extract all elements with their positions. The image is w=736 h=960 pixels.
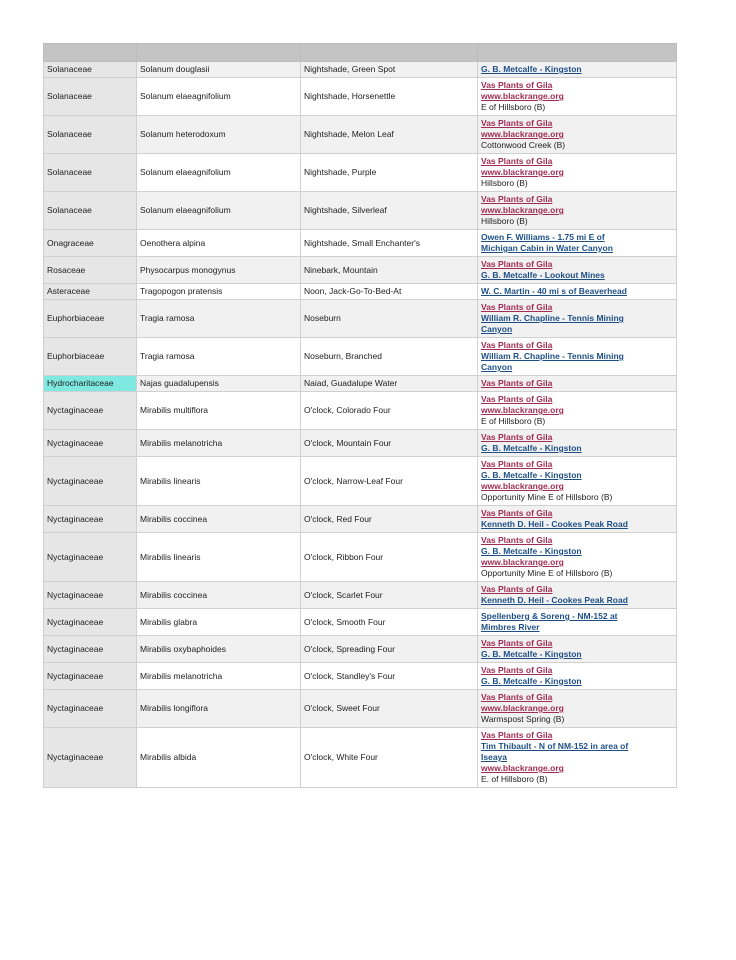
table-row: [44, 192, 677, 230]
source-link[interactable]: Vas Plants of Gila: [481, 730, 553, 740]
sources-cell: [478, 154, 677, 192]
common-name-cell: O'clock, Mountain Four: [301, 430, 478, 457]
common-name-cell: O'clock, Red Four: [301, 506, 478, 533]
table-row: [44, 636, 677, 663]
common-name-cell: Nightshade, Silverleaf: [301, 192, 478, 230]
family-cell: Onagraceae: [44, 230, 137, 257]
location-note: E of Hillsboro (B): [481, 102, 546, 112]
common-name-cell: O'clock, Smooth Four: [301, 609, 478, 636]
location-note: E. of Hillsboro (B): [481, 774, 548, 784]
sources-cell: [478, 533, 677, 582]
family-cell: Nyctaginaceae: [44, 609, 137, 636]
table-row: [44, 78, 677, 116]
source-link[interactable]: Owen F. Williams - 1.75 mi E of: [481, 232, 605, 242]
source-link[interactable]: Vas Plants of Gila: [481, 459, 553, 469]
sources-cell: [478, 728, 677, 788]
scientific-name-cell: Solanum elaeagnifolium: [137, 192, 301, 230]
location-note: Opportunity Mine E of Hillsboro (B): [481, 492, 613, 502]
sources-cell: [478, 376, 677, 392]
family-cell: Nyctaginaceae: [44, 533, 137, 582]
source-link[interactable]: Vas Plants of Gila: [481, 665, 553, 675]
source-link[interactable]: Vas Plants of Gila: [481, 535, 553, 545]
scientific-name-cell: Mirabilis albida: [137, 728, 301, 788]
common-name-cell: Nightshade, Small Enchanter's: [301, 230, 478, 257]
source-link[interactable]: G. B. Metcalfe - Kingston: [481, 546, 582, 556]
family-cell: Solanaceae: [44, 116, 137, 154]
source-link[interactable]: Spellenberg & Soreng - NM-152 at: [481, 611, 618, 621]
family-cell: Hydrocharitaceae: [44, 376, 137, 392]
source-link[interactable]: www.blackrange.org: [481, 763, 564, 773]
location-note: Hillsboro (B): [481, 178, 528, 188]
table-row: [44, 257, 677, 284]
common-name-cell: Naiad, Guadalupe Water: [301, 376, 478, 392]
source-link[interactable]: Vas Plants of Gila: [481, 118, 553, 128]
family-cell: Solanaceae: [44, 62, 137, 78]
sources-cell: [478, 78, 677, 116]
sources-cell: [478, 257, 677, 284]
source-link[interactable]: Vas Plants of Gila: [481, 378, 553, 388]
table-row: [44, 338, 677, 376]
common-name-cell: O'clock, Colorado Four: [301, 392, 478, 430]
location-note: Warmspost Spring (B): [481, 714, 565, 724]
sources-cell: [478, 690, 677, 728]
scientific-name-cell: Mirabilis longiflora: [137, 690, 301, 728]
table-row: [44, 300, 677, 338]
source-link[interactable]: Vas Plants of Gila: [481, 302, 553, 312]
plant-table: [43, 43, 677, 788]
table-row: [44, 392, 677, 430]
source-link[interactable]: www.blackrange.org: [481, 405, 564, 415]
sources-cell: [478, 430, 677, 457]
scientific-name-cell: Mirabilis multiflora: [137, 392, 301, 430]
common-name-cell: Noseburn: [301, 300, 478, 338]
sources-cell: [478, 506, 677, 533]
sources-cell: [478, 636, 677, 663]
source-link[interactable]: William R. Chapline - Tennis Mining: [481, 351, 624, 361]
header-cell: [137, 44, 301, 62]
scientific-name-cell: Tragopogon pratensis: [137, 284, 301, 300]
source-link[interactable]: G. B. Metcalfe - Lookout Mines: [481, 270, 605, 280]
scientific-name-cell: Mirabilis coccinea: [137, 506, 301, 533]
scientific-name-cell: Mirabilis melanotricha: [137, 663, 301, 690]
header-cell: [44, 44, 137, 62]
sources-cell: [478, 609, 677, 636]
source-link[interactable]: G. B. Metcalfe - Kingston: [481, 676, 582, 686]
common-name-cell: O'clock, White Four: [301, 728, 478, 788]
common-name-cell: Noon, Jack-Go-To-Bed-At: [301, 284, 478, 300]
scientific-name-cell: Oenothera alpina: [137, 230, 301, 257]
source-link[interactable]: G. B. Metcalfe - Kingston: [481, 64, 582, 74]
scientific-name-cell: Solanum elaeagnifolium: [137, 78, 301, 116]
family-cell: Solanaceae: [44, 192, 137, 230]
family-cell: Nyctaginaceae: [44, 728, 137, 788]
family-cell: Euphorbiaceae: [44, 338, 137, 376]
table-row: [44, 457, 677, 506]
scientific-name-cell: Mirabilis linearis: [137, 533, 301, 582]
family-cell: Euphorbiaceae: [44, 300, 137, 338]
scientific-name-cell: Mirabilis oxybaphoides: [137, 636, 301, 663]
source-link[interactable]: www.blackrange.org: [481, 703, 564, 713]
source-link[interactable]: G. B. Metcalfe - Kingston: [481, 649, 582, 659]
source-link[interactable]: Vas Plants of Gila: [481, 432, 553, 442]
source-link[interactable]: Vas Plants of Gila: [481, 638, 553, 648]
family-cell: Nyctaginaceae: [44, 430, 137, 457]
family-cell: Nyctaginaceae: [44, 636, 137, 663]
plant-table-container: [43, 43, 676, 788]
source-link[interactable]: www.blackrange.org: [481, 129, 564, 139]
table-row: [44, 154, 677, 192]
family-cell: Solanaceae: [44, 78, 137, 116]
table-row: [44, 506, 677, 533]
table-row: [44, 728, 677, 788]
family-cell: Asteraceae: [44, 284, 137, 300]
scientific-name-cell: Solanum douglasii: [137, 62, 301, 78]
source-link[interactable]: Vas Plants of Gila: [481, 194, 553, 204]
source-link[interactable]: W. C. Martin - 40 mi s of Beaverhead: [481, 286, 627, 296]
sources-cell: [478, 192, 677, 230]
table-row: [44, 430, 677, 457]
source-link[interactable]: www.blackrange.org: [481, 557, 564, 567]
source-link[interactable]: Vas Plants of Gila: [481, 156, 553, 166]
common-name-cell: O'clock, Spreading Four: [301, 636, 478, 663]
common-name-cell: Nightshade, Green Spot: [301, 62, 478, 78]
table-row: [44, 609, 677, 636]
family-cell: Nyctaginaceae: [44, 663, 137, 690]
family-cell: Nyctaginaceae: [44, 582, 137, 609]
scientific-name-cell: Mirabilis glabra: [137, 609, 301, 636]
scientific-name-cell: Physocarpus monogynus: [137, 257, 301, 284]
location-note: Cottonwood Creek (B): [481, 140, 566, 150]
sources-cell: [478, 62, 677, 78]
table-row: [44, 663, 677, 690]
source-link[interactable]: Tim Thibault - N of NM-152 in area of: [481, 741, 629, 751]
source-link[interactable]: Mimbres River: [481, 622, 540, 632]
scientific-name-cell: Tragia ramosa: [137, 338, 301, 376]
family-cell: Nyctaginaceae: [44, 690, 137, 728]
source-link[interactable]: Canyon: [481, 324, 513, 334]
location-note: Hillsboro (B): [481, 216, 528, 226]
source-link[interactable]: Kenneth D. Heil - Cookes Peak Road: [481, 595, 628, 605]
table-row: [44, 62, 677, 78]
header-cell: [478, 44, 677, 62]
scientific-name-cell: Mirabilis linearis: [137, 457, 301, 506]
common-name-cell: O'clock, Ribbon Four: [301, 533, 478, 582]
sources-cell: [478, 457, 677, 506]
source-link[interactable]: Vas Plants of Gila: [481, 394, 553, 404]
table-header-row: [44, 44, 677, 62]
common-name-cell: O'clock, Standley's Four: [301, 663, 478, 690]
source-link[interactable]: www.blackrange.org: [481, 481, 564, 491]
source-link[interactable]: Canyon: [481, 362, 513, 372]
source-link[interactable]: Vas Plants of Gila: [481, 80, 553, 90]
location-note: Opportunity Mine E of Hillsboro (B): [481, 568, 613, 578]
family-cell: Nyctaginaceae: [44, 457, 137, 506]
table-row: [44, 230, 677, 257]
scientific-name-cell: Tragia ramosa: [137, 300, 301, 338]
scientific-name-cell: Najas guadalupensis: [137, 376, 301, 392]
source-link[interactable]: www.blackrange.org: [481, 205, 564, 215]
table-row: [44, 582, 677, 609]
source-link[interactable]: Vas Plants of Gila: [481, 692, 553, 702]
table-row: [44, 376, 677, 392]
source-link[interactable]: Michigan Cabin in Water Canyon: [481, 243, 613, 253]
source-link[interactable]: www.blackrange.org: [481, 91, 564, 101]
source-link[interactable]: www.blackrange.org: [481, 167, 564, 177]
sources-cell: [478, 392, 677, 430]
source-link[interactable]: Vas Plants of Gila: [481, 259, 553, 269]
common-name-cell: O'clock, Narrow-Leaf Four: [301, 457, 478, 506]
scientific-name-cell: Solanum elaeagnifolium: [137, 154, 301, 192]
common-name-cell: O'clock, Scarlet Four: [301, 582, 478, 609]
sources-cell: [478, 338, 677, 376]
table-row: [44, 116, 677, 154]
table-row: [44, 533, 677, 582]
source-link[interactable]: Vas Plants of Gila: [481, 340, 553, 350]
header-cell: [301, 44, 478, 62]
sources-cell: [478, 663, 677, 690]
sources-cell: [478, 300, 677, 338]
family-cell: Rosaceae: [44, 257, 137, 284]
scientific-name-cell: Mirabilis melanotricha: [137, 430, 301, 457]
source-link[interactable]: Vas Plants of Gila: [481, 508, 553, 518]
sources-cell: [478, 582, 677, 609]
source-link[interactable]: William R. Chapline - Tennis Mining: [481, 313, 624, 323]
source-link[interactable]: Kenneth D. Heil - Cookes Peak Road: [481, 519, 628, 529]
common-name-cell: Nightshade, Melon Leaf: [301, 116, 478, 154]
table-row: [44, 690, 677, 728]
common-name-cell: Ninebark, Mountain: [301, 257, 478, 284]
common-name-cell: Noseburn, Branched: [301, 338, 478, 376]
sources-cell: [478, 230, 677, 257]
source-link[interactable]: G. B. Metcalfe - Kingston: [481, 443, 582, 453]
source-link[interactable]: Iseaya: [481, 752, 507, 762]
scientific-name-cell: Solanum heterodoxum: [137, 116, 301, 154]
common-name-cell: O'clock, Sweet Four: [301, 690, 478, 728]
source-link[interactable]: Vas Plants of Gila: [481, 584, 553, 594]
sources-cell: [478, 284, 677, 300]
family-cell: Nyctaginaceae: [44, 392, 137, 430]
scientific-name-cell: Mirabilis coccinea: [137, 582, 301, 609]
location-note: E of Hillsboro (B): [481, 416, 546, 426]
family-cell: Nyctaginaceae: [44, 506, 137, 533]
family-cell: Solanaceae: [44, 154, 137, 192]
common-name-cell: Nightshade, Purple: [301, 154, 478, 192]
common-name-cell: Nightshade, Horsenettle: [301, 78, 478, 116]
source-link[interactable]: G. B. Metcalfe - Kingston: [481, 470, 582, 480]
sources-cell: [478, 116, 677, 154]
table-row: [44, 284, 677, 300]
